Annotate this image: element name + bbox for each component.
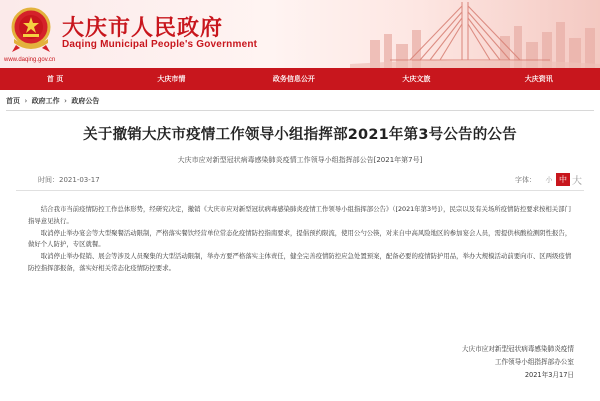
nav-item-home[interactable]: 首 页 (46, 75, 64, 83)
article-title: 关于撤销大庆市疫情工作领导小组指挥部2021年第3号公告的公告 (83, 127, 517, 143)
article-paragraph: 取消停止举办宴会等大型聚餐活动限制，严格落实餐饮经营单位常态化疫情防控指南要求，提倡预约限流，使用公勺公筷，对来自中高风险地区的参加宴会人员，需提供核酸检测阴性报告，做好个人防护，专区就餐。 (28, 228, 572, 249)
font-size-small-button[interactable]: 小 (545, 175, 553, 184)
font-size-medium-button[interactable]: 中 (556, 173, 570, 186)
national-emblem-icon (8, 5, 54, 53)
site-domain: www.daqing.gov.cn (4, 57, 56, 63)
breadcrumb-government-work[interactable]: 政府工作 (31, 97, 60, 105)
site-title: 大庆市人民政府 (62, 15, 224, 41)
font-size-control (515, 172, 584, 187)
font-size-large-button[interactable]: 大 (572, 176, 582, 187)
nav-item-news[interactable]: 大庆资讯 (524, 75, 553, 83)
signature-org-line-1: 大庆市应对新型冠状病毒感染肺炎疫情 (461, 345, 574, 353)
site-header (0, 0, 600, 68)
city-skyline-illustration (350, 0, 600, 68)
breadcrumb-separator: › (64, 97, 67, 105)
signature-org-line-2: 工作领导小组指挥部办公室 (494, 358, 574, 366)
breadcrumb-home[interactable]: 首页 (6, 97, 20, 105)
breadcrumb-separator: › (24, 97, 28, 105)
nav-item-government-info[interactable]: 政务信息公开 (272, 75, 315, 83)
publish-time: 时间：2021-03-17 (38, 176, 100, 184)
nav-item-city-info[interactable]: 大庆市情 (157, 75, 186, 83)
main-nav (0, 68, 600, 90)
breadcrumb-government-notices[interactable]: 政府公告 (71, 97, 100, 105)
article-body (28, 204, 572, 274)
nav-item-culture-tourism[interactable]: 大庆文旅 (402, 75, 431, 83)
signature-date: 2021年3月17日 (524, 371, 574, 379)
breadcrumb (6, 94, 594, 111)
font-size-label: 字体： (515, 175, 536, 184)
article-paragraph: 结合我市当前疫情防控工作总体形势，经研究决定，撤销《大庆市应对新型冠状病毒感染肺炎疫情工作领导小组指挥部公告》（[2021年第3号]），民宗以及有关场所疫情防控要求按相关部门指导意见执行。 (28, 205, 571, 225)
article-signature (462, 343, 574, 382)
article-paragraph: 取消停止举办促销、展会等涉及人员聚集的大型活动限制，举办方要严格落实主体责任，健全完善疫情防控应急处置预案，配备必要的疫情防护用品，举办大规模活动前要向市、区两级疫情防控指挥部报备，落实好相关常态化疫情防控要求。 (28, 252, 572, 272)
site-subtitle: Daqing Municipal People's Government (62, 39, 258, 50)
document-number: 大庆市应对新型冠状病毒感染肺炎疫情工作领导小组指挥部公告[2021年第7号] (177, 156, 423, 164)
article-meta (16, 171, 584, 191)
